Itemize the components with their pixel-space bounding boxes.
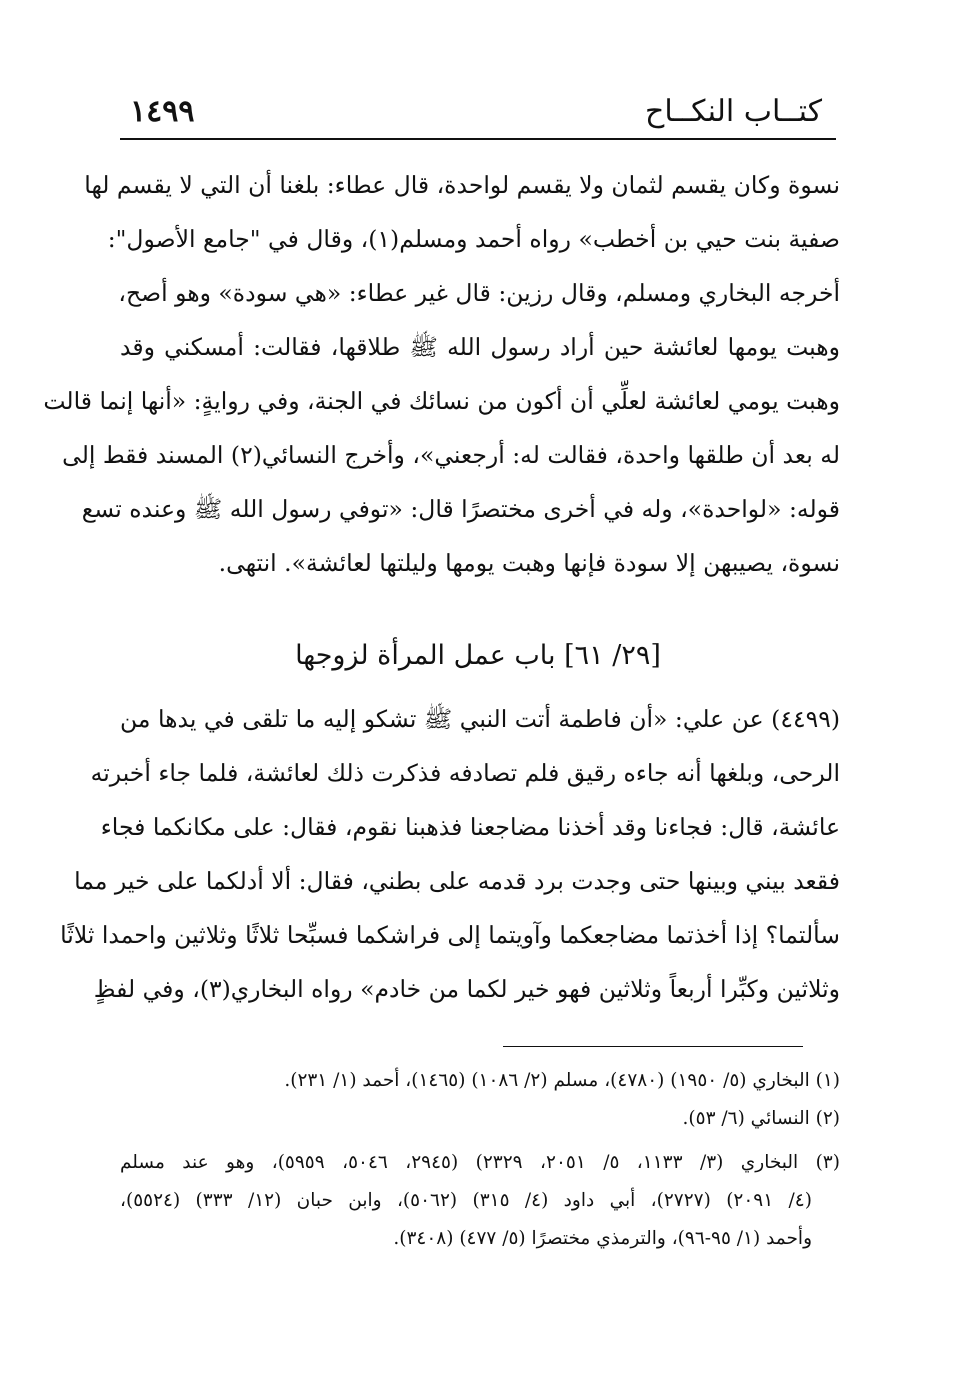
text-line: أخرجه البخاري ومسلم، وقال رزين: قال غير عطاء: «هي سودة» وهو أصح، (118, 279, 840, 307)
running-title: كتــاب النكــاح (644, 94, 822, 129)
header-rule (120, 138, 836, 140)
footnotes (120, 1062, 840, 1258)
footnote-3-cont: وأحمد (١/ ٩٥-٩٦)، والترمذي مختصرًا (٥/ ٤٧٧) (٣٤٠٨). (393, 1228, 812, 1249)
footnote-2: (٢) النسائي (٦/ ٥٣). (682, 1108, 840, 1129)
text-line: له بعد أن طلقها واحدة، فقالت له: أرجعني»، وأخرج النسائي(٢) المسند فقط إلى (62, 441, 840, 469)
footnote-3-cont: (٤/ ٢٠٩١) (٢٧٢٧)، أبي داود (٤/ ٣١٥) (٥٠٦٢)، وابن حبان (١٢/ ٣٣٣) (٥٥٢٤)، (120, 1190, 812, 1211)
main-text-block (43, 158, 840, 590)
text-line: نسوة، يصيبهن إلا سودة فإنها وهبت يومها وليلتها لعائشة». انتهى. (218, 549, 840, 577)
text-line: صفية بنت حيي بن أخطب» رواه أحمد ومسلم(١)، وقال في "جامع الأصول": (107, 225, 840, 253)
text-line: قوله: «لواحدة»، وله في أخرى مختصرًا قال: «توفي رسول الله ﷺ وعنده تسع (81, 495, 840, 523)
hadith-text-block (60, 692, 840, 1016)
text-line: نسوة وكان يقسم لثمان ولا يقسم لواحدة، قال عطاء: بلغنا أن التي لا يقسم لها (84, 171, 840, 199)
hadith-line: فقعد بيني وبينها حتى وجدت برد قدمه على بطني، فقال: ألا أدلكما على خير مما (74, 867, 840, 895)
page-number: ١٤٩٩ (130, 94, 195, 129)
hadith-line: وثلاثين وكبِّرا أربعاً وثلاثين فهو خير لكما من خادم» رواه البخاري(٣)، وفي لفظٍ (93, 975, 840, 1003)
hadith-line: سألتما؟ إذا أخذتما مضاجعكما وآويتما إلى فراشكما فسبِّحا ثلاثًا وثلاثين واحمدا ثلاثًا (60, 921, 840, 949)
text-line: وهبت يومها لعائشة حين أراد رسول الله ﷺ طلاقها، فقالت: أمسكني وقد (120, 333, 840, 361)
hadith-line: الرحى، وبلغها أنه جاءه رقيق فلم تصادفه فذكرت ذلك لعائشة، فلما جاء أخبرته (90, 759, 840, 787)
footnote-separator (503, 1046, 803, 1047)
footnote-1: (١) البخاري (٥/ ١٩٥٠) (٤٧٨٠)، مسلم (٢/ ١٠٨٦) (١٤٦٥)، أحمد (١/ ٢٣١). (284, 1070, 840, 1091)
section-heading: [٢٩/ ٦١] باب عمل المرأة لزوجها (295, 640, 661, 671)
page-header (120, 92, 836, 140)
text-line: وهبت يومي لعائشة لعلِّي أن أكون من نسائك في الجنة، وفي روايةٍ: «أنها إنما قالت (43, 387, 840, 415)
footnote-3: (٣) البخاري (٣/ ١١٣٣، ٥/ ٢٠٥١، ٢٣٢٩) (٢٩٤٥، ٥٠٤٦، ٥٩٥٩)، وهو عند مسلم (120, 1152, 840, 1173)
hadith-line: عائشة، قال: فجاءنا وقد أخذنا مضاجعنا فذهبنا نقوم، فقال: على مكانكما فجاء (100, 813, 840, 841)
hadith-line: (٤٤٩٩) عن علي: «أن فاطمة أتت النبي ﷺ تشكو إليه ما تلقى في يدها من (120, 705, 840, 733)
